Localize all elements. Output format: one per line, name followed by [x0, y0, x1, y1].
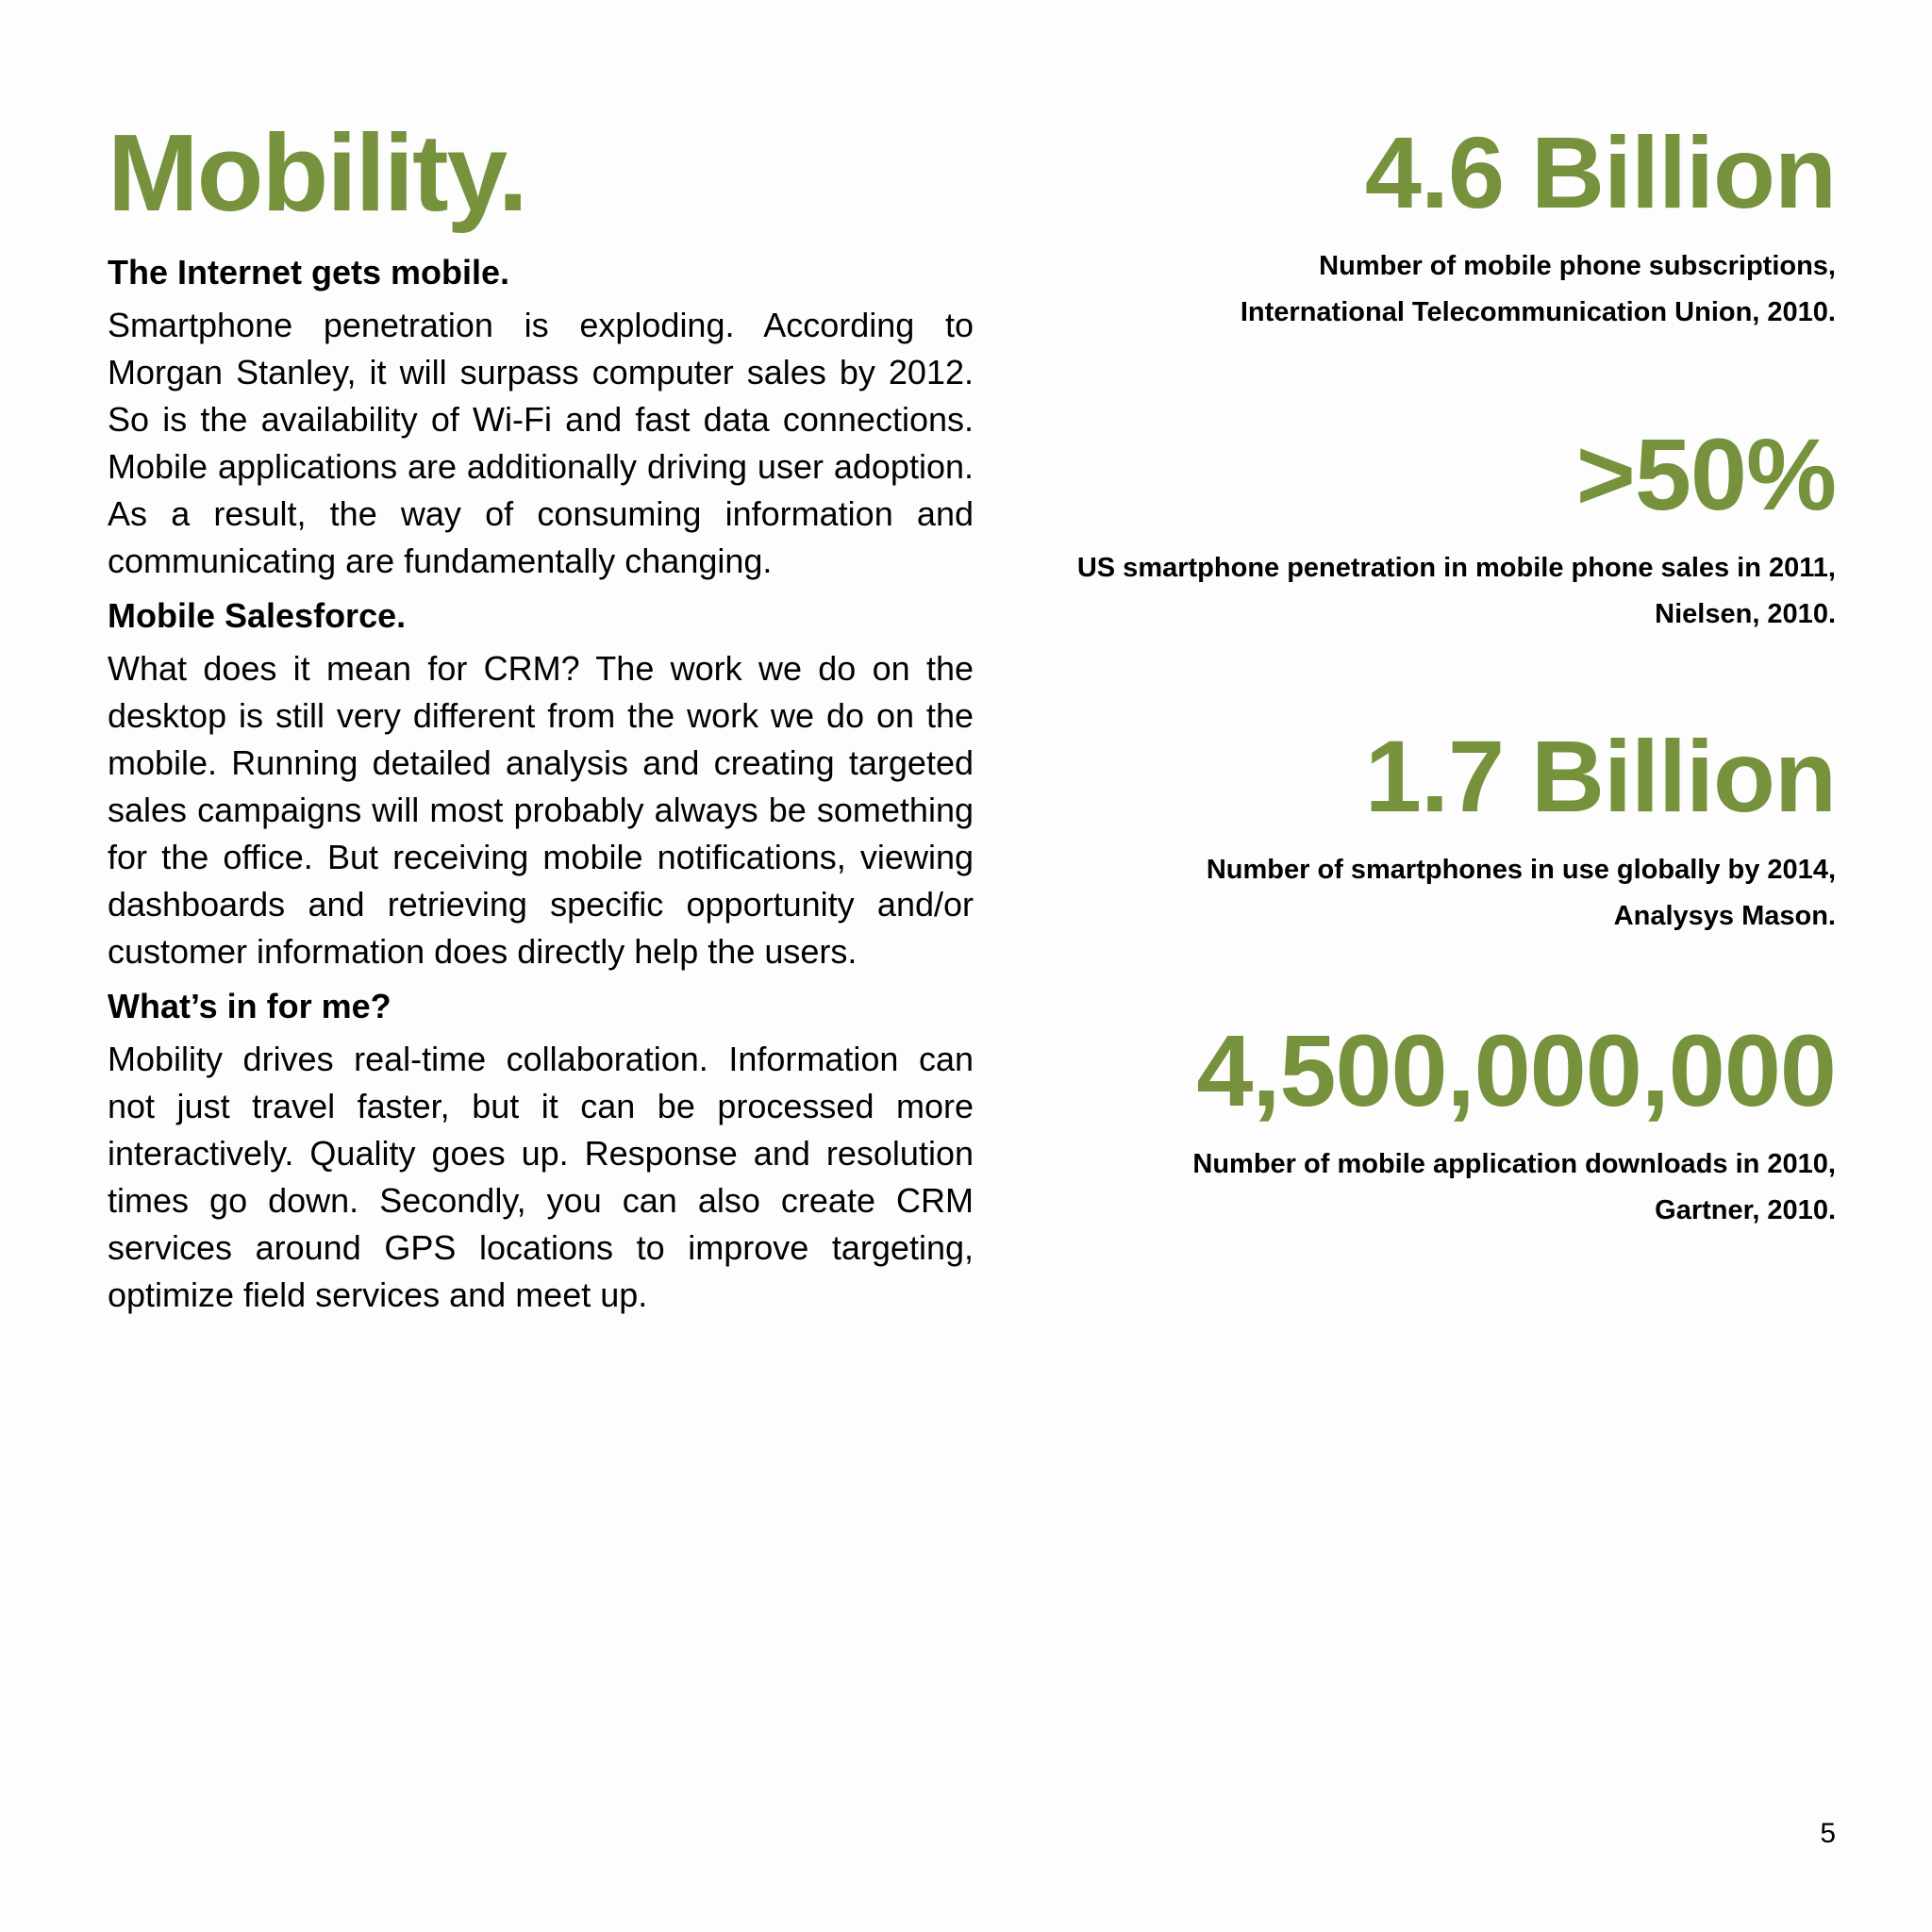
stats-column: [968, 111, 1836, 1234]
stat-value: 4,500,000,000: [1196, 1013, 1836, 1127]
page-number: 5: [1820, 1818, 1836, 1849]
stat-caption-line: US smartphone penetration in mobile phone sales in 2011,: [1076, 553, 1836, 583]
main-text-column: [108, 111, 974, 1330]
stat-caption-source: Gartner, 2010.: [1655, 1195, 1836, 1225]
page-title: Mobility.: [108, 111, 526, 234]
stat-caption-source: International Telecommunication Union, 2010.: [1240, 297, 1836, 327]
stat-value: 1.7 Billion: [1364, 719, 1836, 833]
section-heading: What’s in for me?: [108, 987, 391, 1025]
section-whats-in-for-me: [108, 987, 974, 1319]
stat-caption-line: Number of mobile application downloads in 2010,: [1192, 1149, 1836, 1179]
stat-caption-source: Nielsen, 2010.: [1655, 599, 1836, 629]
section-mobile-salesforce: [108, 596, 974, 975]
stat-caption-line: Number of smartphones in use globally by 2014,: [1206, 855, 1836, 885]
stat-caption: [968, 847, 1836, 940]
stat-value: 4.6 Billion: [1364, 115, 1836, 229]
section-body: Mobility drives real-time collaboration. Information can not just travel faster, but it can be processed more interactively. Quality goes up. Response and resolution times go down. Secondly, you can also create CRM services around GPS locations to improve targeting, optimize field services and meet up.: [108, 1040, 974, 1314]
stat-mobile-subscriptions: [968, 111, 1836, 336]
stat-smartphone-penetration: [968, 413, 1836, 638]
section-body: What does it mean for CRM? The work we do on the desktop is still very different from the work we do on the mobile. Running detailed analysis and creating targeted sales campaigns will most probably always be something for the office. But receiving mobile notifications, viewing dashboards and retrieving specific opportunity and/or customer information does directly help the users.: [108, 649, 974, 971]
section-internet-gets-mobile: [108, 253, 974, 585]
section-heading: The Internet gets mobile.: [108, 253, 510, 291]
stat-caption-line: Number of mobile phone subscriptions,: [1319, 251, 1836, 281]
stat-app-downloads: [968, 1009, 1836, 1234]
stat-value: >50%: [1575, 417, 1836, 531]
stat-caption: [968, 1141, 1836, 1234]
stat-smartphones-in-use: [968, 715, 1836, 940]
section-heading: Mobile Salesforce.: [108, 596, 407, 635]
stat-caption: [968, 243, 1836, 336]
stat-caption-source: Analysys Mason.: [1613, 901, 1836, 931]
stat-caption: [968, 545, 1836, 638]
section-body: Smartphone penetration is exploding. According to Morgan Stanley, it will surpass computer sales by 2012. So is the availability of Wi-Fi and fast data connections. Mobile applications are additionally driving user adoption. As a result, the way of consuming information and communicating are fundamentally changing.: [108, 306, 974, 580]
